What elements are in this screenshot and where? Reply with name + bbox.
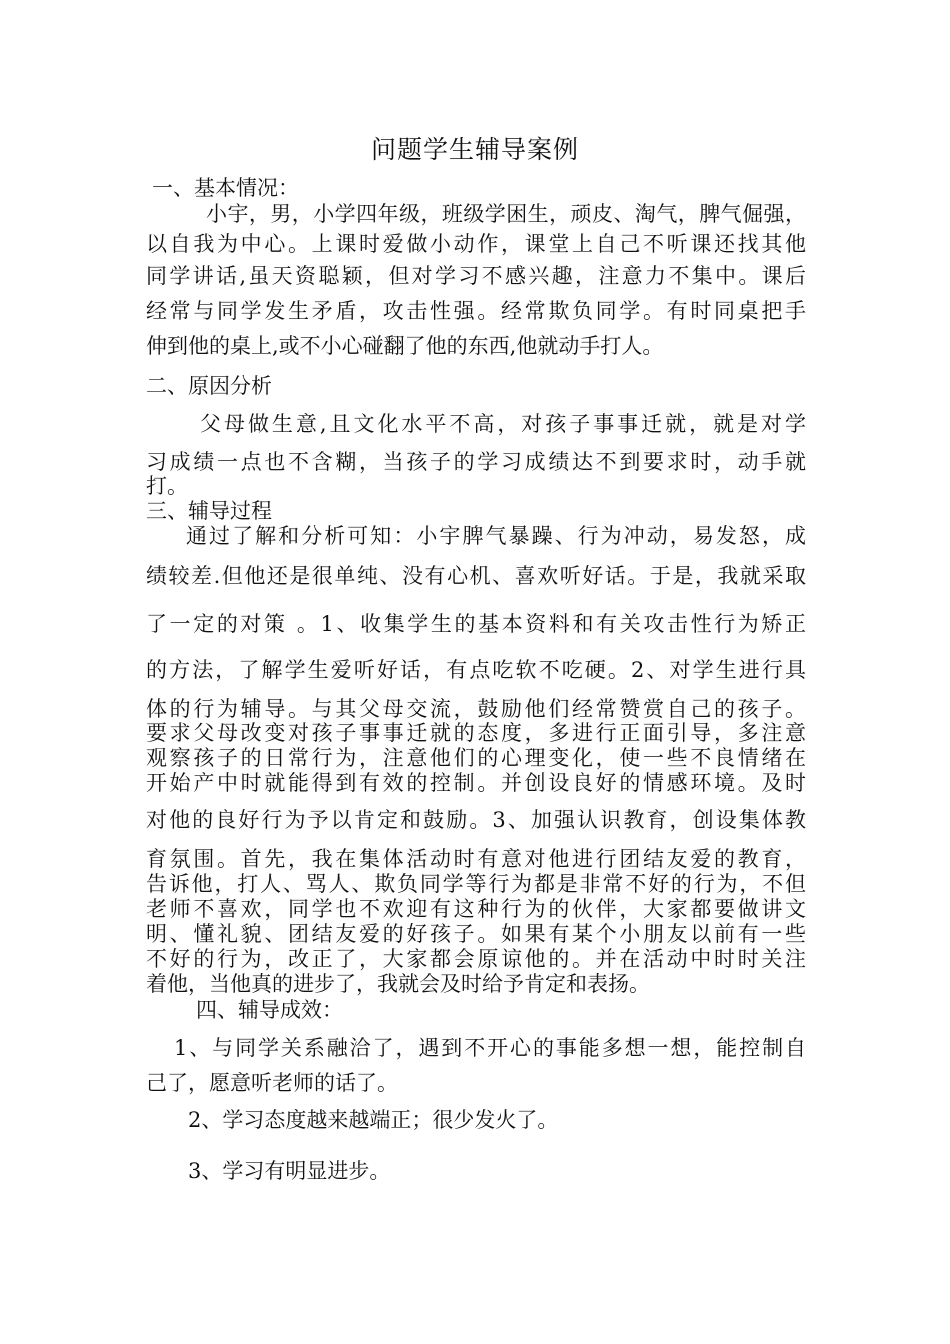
paragraph-line: 观察孩子的日常行为，注意他们的心理变化，使一些不良情绪在 (146, 746, 806, 770)
paragraph-line: 绩较差.但他还是很单纯、没有心机、喜欢听好话。于是，我就采取 (146, 564, 806, 588)
document-title: 问题学生辅导案例 (370, 135, 579, 164)
paragraph-line: 对他的良好行为予以肯定和鼓励。3、加强认识教育，创设集体教 (146, 808, 806, 832)
paragraph-line: 伸到他的桌上,或不小心碰翻了他的东西,他就动手打人。 (146, 334, 664, 358)
paragraph-line: 以自我为中心。上课时爱做小动作，课堂上自己不听课还找其他 (146, 232, 806, 256)
paragraph-line: 开始产中时就能得到有效的控制。并创设良好的情感环境。及时 (146, 771, 806, 795)
result-item-3: 3、学习有明显进步。 (188, 1159, 391, 1183)
paragraph-line: 小宇，男，小学四年级，班级学困生，顽皮、淘气，脾气倔强， (206, 202, 806, 226)
paragraph-line: 育氛围。首先，我在集体活动时有意对他进行团结友爱的教育， (146, 847, 806, 871)
paragraph-line: 不好的行为，改正了，大家都会原谅他的。并在活动中时时关注 (146, 947, 806, 971)
paragraph-line: 要求父母改变对孩子事事迁就的态度，多进行正面引导，多注意 (146, 721, 806, 745)
paragraph-line: 父母做生意,且文化水平不高，对孩子事事迁就，就是对学 (200, 412, 806, 436)
paragraph-line: 打。 (146, 474, 188, 498)
paragraph-line: 同学讲话,虽天资聪颖，但对学习不感兴趣，注意力不集中。课后 (146, 264, 806, 288)
paragraph-line: 经常与同学发生矛盾，攻击性强。经常欺负同学。有时同桌把手 (146, 299, 806, 323)
section-heading-counseling-process: 三、辅导过程 (146, 499, 272, 523)
section-heading-counseling-results: 四、辅导成效： (196, 998, 343, 1022)
result-item-1: 1、与同学关系融洽了，遇到不开心的事能多想一想，能控制自 (174, 1036, 806, 1060)
paragraph-line: 告诉他，打人、骂人、欺负同学等行为都是非常不好的行为，不但 (146, 872, 806, 896)
paragraph-line: 习成绩一点也不含糊，当孩子的学习成绩达不到要求时，动手就 (146, 450, 806, 474)
result-item-1-continued: 己了，愿意听老师的话了。 (146, 1071, 398, 1095)
paragraph-line: 明、懂礼貌、团结友爱的好孩子。如果有某个小朋友以前有一些 (146, 922, 806, 946)
section-heading-basic-info: 一、基本情况： (152, 176, 299, 200)
paragraph-line: 通过了解和分析可知：小宇脾气暴躁、行为冲动，易发怒，成 (186, 524, 806, 548)
paragraph-line: 了一定的对策 。1、收集学生的基本资料和有关攻击性行为矫正 (146, 612, 806, 636)
section-heading-cause-analysis: 二、原因分析 (146, 374, 272, 398)
paragraph-line: 体的行为辅导。与其父母交流，鼓励他们经常赞赏自己的孩子。 (146, 697, 806, 721)
paragraph-line: 着他，当他真的进步了，我就会及时给予肯定和表扬。 (146, 972, 650, 996)
paragraph-line: 的方法，了解学生爱听好话，有点吃软不吃硬。2、对学生进行具 (146, 658, 806, 682)
paragraph-line: 老师不喜欢，同学也不欢迎有这种行为的伙伴，大家都要做讲文 (146, 897, 806, 921)
result-item-2: 2、学习态度越来越端正；很少发火了。 (188, 1108, 559, 1132)
